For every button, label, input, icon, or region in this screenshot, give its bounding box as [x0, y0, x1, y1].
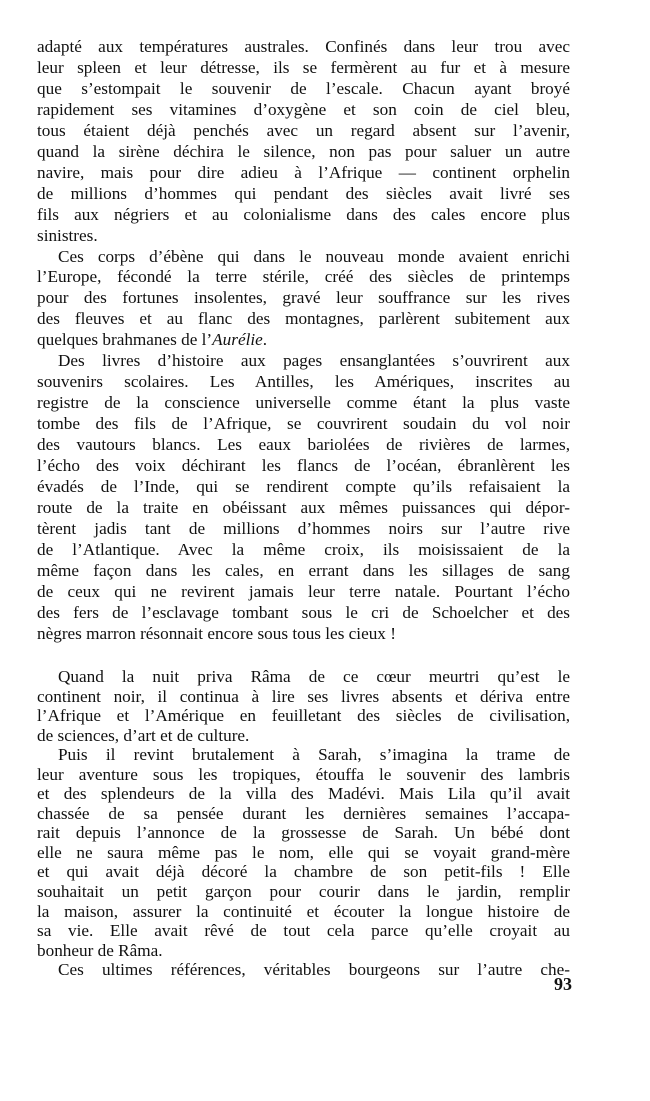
text-line: Ces corps d’ébène qui dans le nouveau monde avaient enrichi: [58, 246, 570, 266]
text-line: [37, 330, 570, 351]
text-line: quand la sirène déchira le silence, non pas pour saluer un autre: [37, 141, 570, 161]
text-section-1: [37, 37, 570, 645]
text-line: elle ne saura même pas le nom, elle qui se voyait grand-mère: [37, 842, 570, 862]
text-line: souhaitait un petit garçon pour courir dans le jardin, remplir: [37, 882, 570, 902]
text-line: l’écho des voix déchirant les flancs de l’océan, ébranlèrent les: [37, 456, 570, 476]
text-line: que s’estompait le souvenir de l’escale. Chacun ayant broyé: [37, 78, 570, 98]
text-line: route de la traite en obéissant aux mêmes puissances qui dépor-: [37, 497, 570, 517]
text-line: rapidement ses vitamines d’oxygène et son coin de ciel bleu,: [37, 99, 570, 119]
paragraph: [37, 667, 570, 745]
text-line: Ces ultimes références, véritables bourgeons sur l’autre che-: [58, 960, 570, 980]
text-line: registre de la conscience universelle comme étant la plus vaste: [37, 393, 570, 413]
text-line: sinistres.: [37, 225, 98, 245]
text-line: et qui avait déjà décoré la chambre de son petit-fils ! Elle: [37, 862, 570, 882]
text-fragment: quelques brahmanes de l’: [37, 330, 213, 350]
ship-name-italic: Aurélie: [212, 330, 263, 350]
text-line: Puis il revint brutalement à Sarah, s’imagina la trame de: [58, 745, 570, 765]
text-line: de l’Atlantique. Avec la même croix, ils moisissaient de la: [37, 539, 570, 559]
text-line: rait depuis l’annonce de la grossesse de Sarah. Un bébé dont: [37, 823, 570, 843]
text-line: évadés de l’Inde, qui se rendirent compte qu’ils refaisaient la: [37, 477, 570, 497]
text-line: navire, mais pour dire adieu à l’Afrique — continent orphelin: [37, 162, 570, 182]
text-line: fils aux négriers et au colonialisme dans des cales encore plus: [37, 204, 570, 224]
text-line: tombe des fils de l’Afrique, se couvrirent soudain du vol noir: [37, 414, 570, 434]
text-line: Quand la nuit priva Râma de ce cœur meurtri qu’est le: [58, 667, 570, 686]
text-line: continent noir, il continua à lire ses livres absents et dériva entre: [37, 686, 570, 706]
text-line: nègres marron résonnait encore sous tous les cieux !: [37, 623, 396, 643]
text-line: bonheur de Râma.: [37, 940, 163, 960]
text-line: la maison, assurer la continuité et écouter la longue histoire de: [37, 901, 570, 921]
text-line: chassée de sa pensée durant les dernières semaines l’accapa-: [37, 803, 570, 823]
text-line: des vautours blancs. Les eaux bariolées de rivières de larmes,: [37, 435, 570, 455]
text-line: même façon dans les cales, en errant dans les sillages de sang: [37, 560, 570, 580]
text-line: des fers de l’esclavage tombant sous le cri de Schoelcher et des: [37, 602, 570, 622]
text-line: tèrent jadis tant de millions d’hommes noirs sur l’autre rive: [37, 518, 570, 538]
text-line: l’Afrique et l’Amérique en feuilletant des siècles de civilisation,: [37, 706, 570, 726]
text-line: et des splendeurs de la villa des Madévi. Mais Lila qu’il avait: [37, 784, 570, 804]
text-line: tous étaient déjà penchés avec un regard absent sur l’avenir,: [37, 120, 570, 140]
paragraph: [37, 247, 570, 352]
text-line: Des livres d’histoire aux pages ensanglantées s’ouvrirent aux: [58, 351, 570, 371]
text-line: sa vie. Elle avait rêvé de tout cela parce qu’elle croyait au: [37, 921, 570, 941]
text-line: adapté aux températures australes. Confinés dans leur trou avec: [37, 37, 570, 56]
text-line: des fleuves et au flanc des montagnes, parlèrent subitement aux: [37, 309, 570, 329]
text-fragment: .: [262, 330, 268, 350]
text-line: de millions d’hommes qui pendant des siècles avait livré ses: [37, 183, 570, 203]
page-number: 93: [554, 974, 572, 994]
paragraph: [37, 960, 570, 980]
text-line: leur spleen et leur détresse, ils se fermèrent au fur et à mesure: [37, 57, 570, 77]
paragraph: [37, 745, 570, 960]
paragraph: [37, 351, 570, 644]
text-line: pour des fortunes insolentes, gravé leur souffrance sur les rives: [37, 288, 570, 308]
text-section-2: [37, 667, 570, 980]
text-line: l’Europe, fécondé la terre stérile, créé des siècles de printemps: [37, 267, 570, 287]
text-line: leur aventure sous les tropiques, étouffa le souvenir des lambris: [37, 764, 570, 784]
paragraph: [37, 37, 570, 247]
text-line: de ceux qui ne revirent jamais leur terre natale. Pourtant l’écho: [37, 581, 570, 601]
text-line: souvenirs scolaires. Les Antilles, les Amériques, inscrites au: [37, 372, 570, 392]
text-line: de sciences, d’art et de culture.: [37, 725, 250, 745]
